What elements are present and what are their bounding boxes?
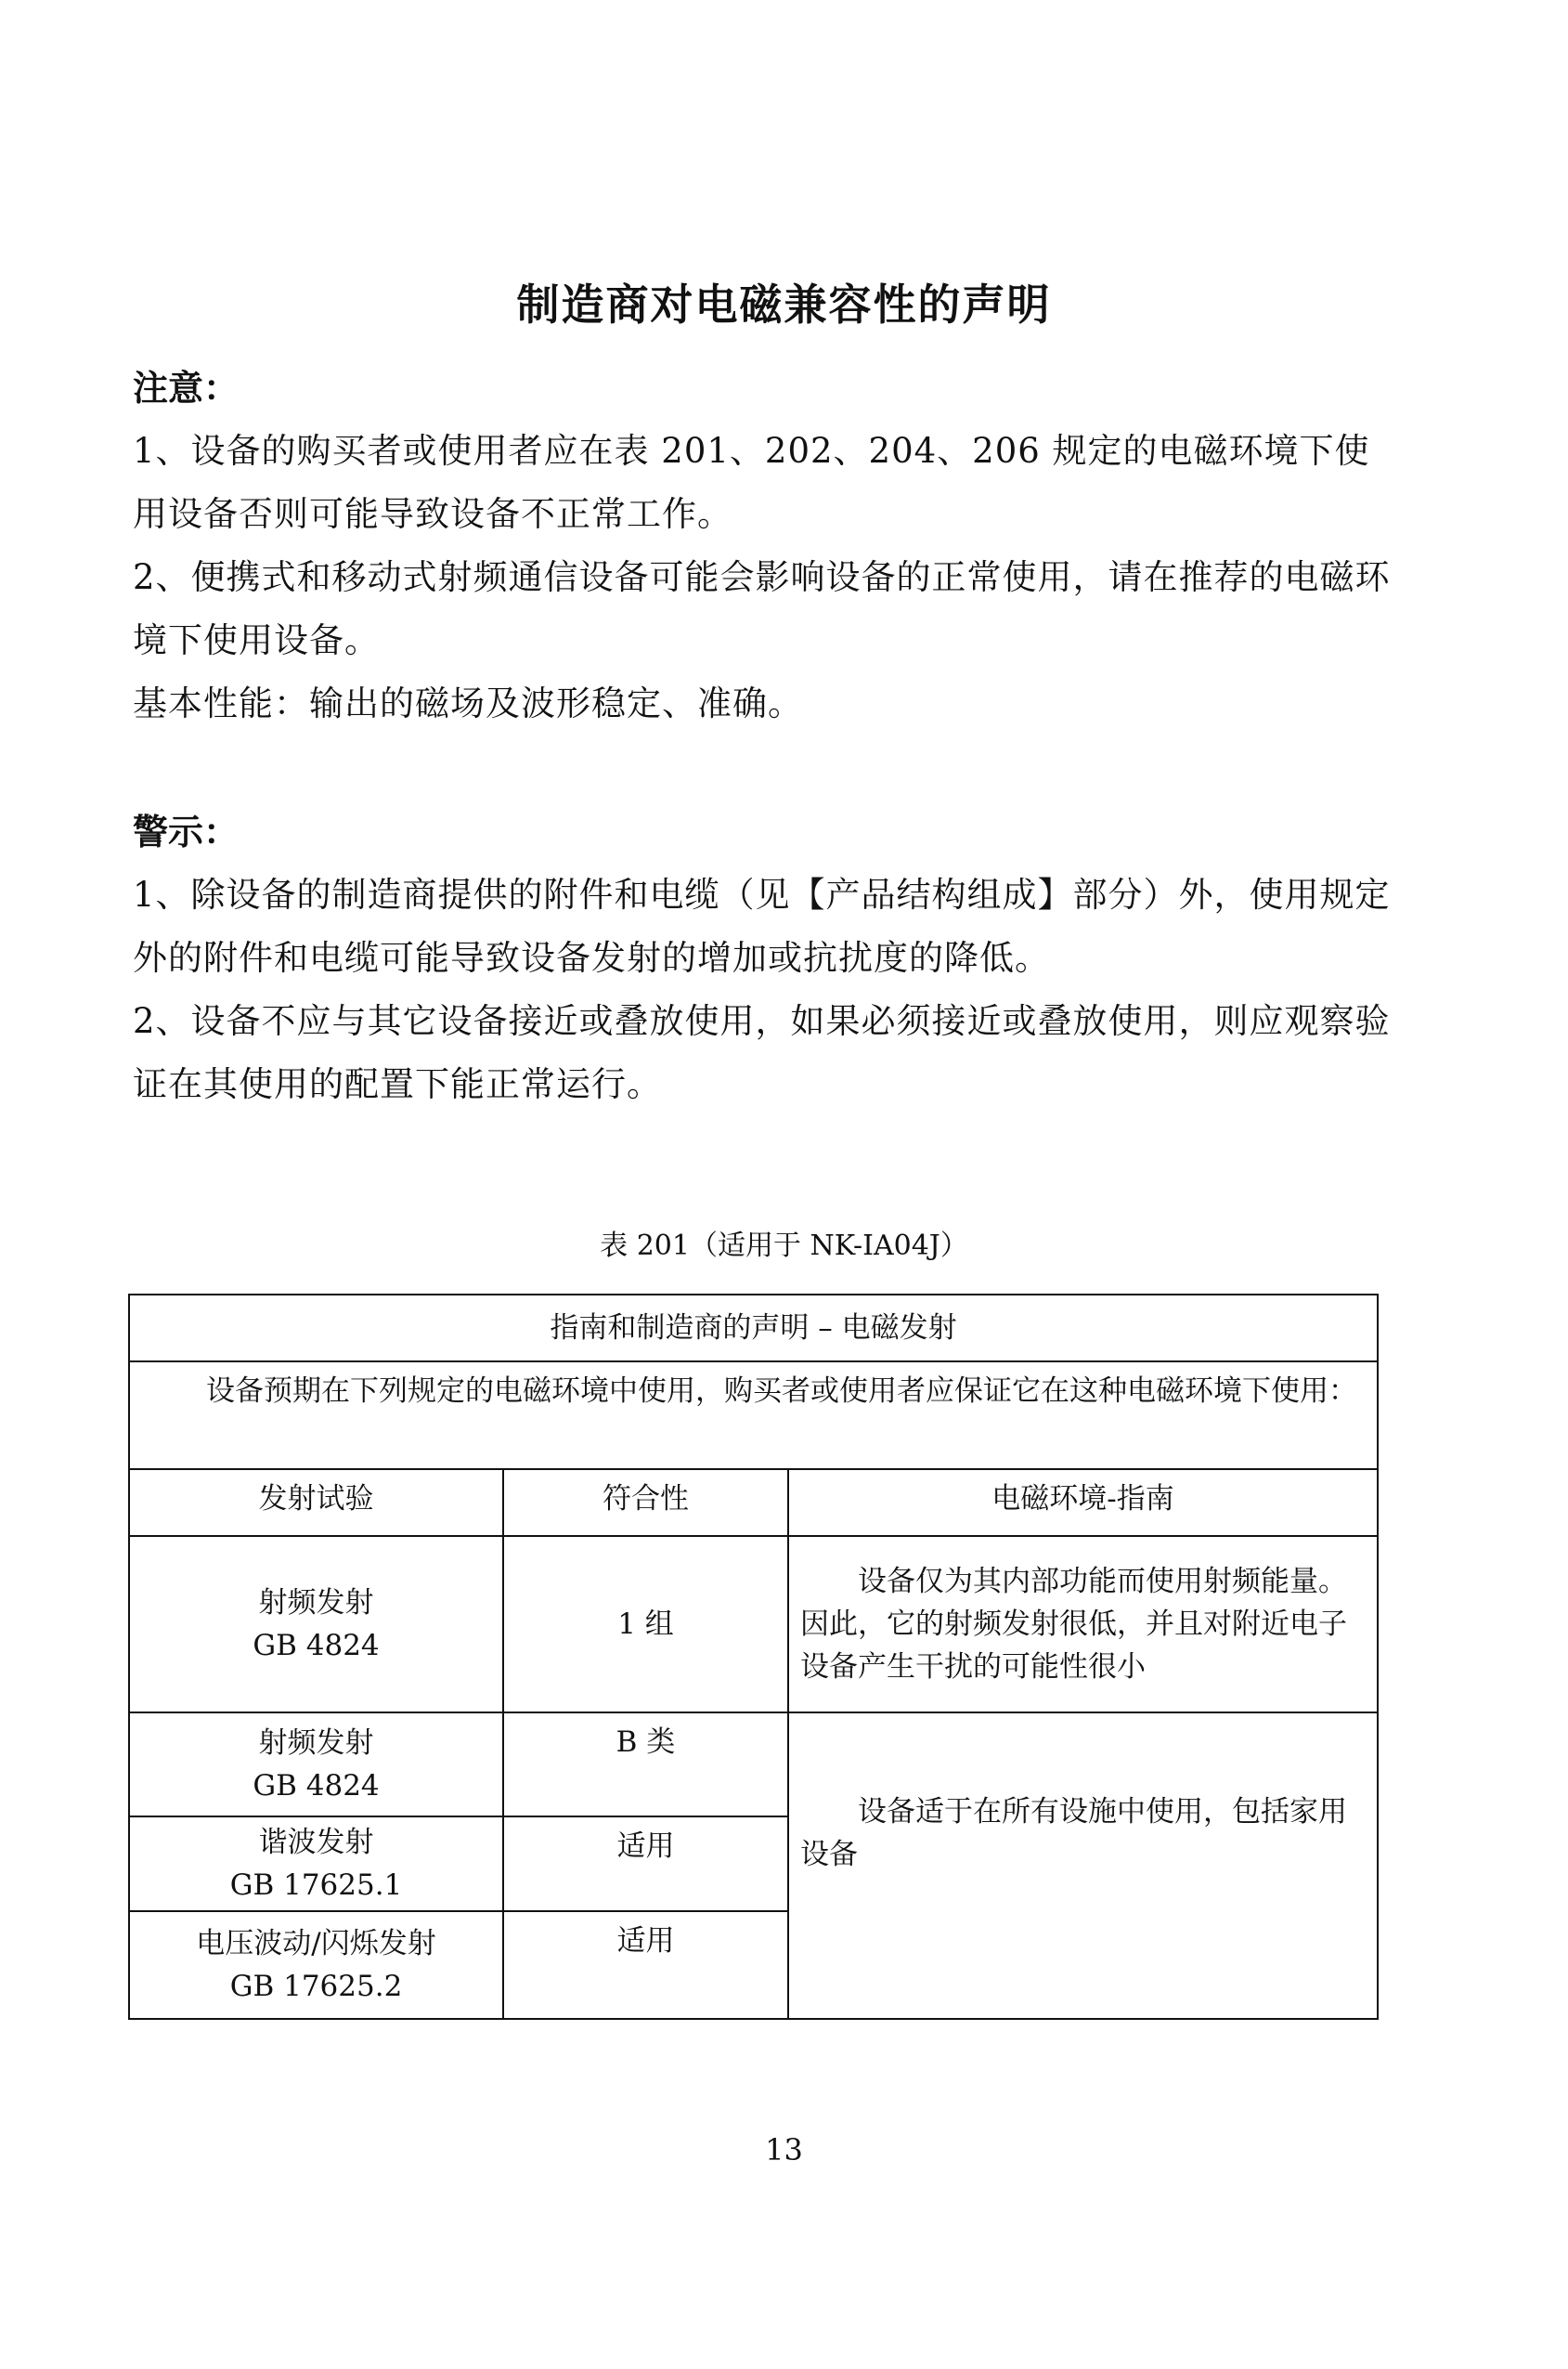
guidance-cell bbox=[788, 1536, 1378, 1712]
table-caption: 表 201（适用于 NK-IA04J） bbox=[600, 1230, 968, 1262]
notice-item-1: 1、设备的购买者或使用者应在表 201、202、204、206 规定的电磁环境下使用设备否则可能导致设备不正常工作。 bbox=[133, 431, 1370, 534]
test-cell bbox=[129, 1911, 503, 2019]
compliance-cell: 适用 bbox=[503, 1816, 788, 1911]
column-header: 发射试验 bbox=[129, 1469, 503, 1536]
guidance-cell-merged bbox=[788, 1712, 1378, 2019]
page-title: 制造商对电磁兼容性的声明 bbox=[516, 280, 1052, 330]
guidance-text: 设备仅为其内部功能而使用射频能量。因此，它的射频发射很低，并且对附近电子设备产生干扰的可能性很小 bbox=[800, 1565, 1347, 1684]
column-header-row bbox=[129, 1469, 1378, 1536]
table-header: 指南和制造商的声明 – 电磁发射 bbox=[129, 1295, 1378, 1361]
warning-heading: 警示： bbox=[133, 812, 240, 853]
test-standard: GB 4824 bbox=[253, 1629, 380, 1662]
column-header: 电磁环境-指南 bbox=[788, 1469, 1378, 1536]
page-number: 13 bbox=[765, 2132, 803, 2167]
warning-section bbox=[133, 801, 1405, 1116]
notice-heading: 注意： bbox=[133, 368, 240, 409]
table-row bbox=[129, 1712, 1378, 1816]
test-cell bbox=[129, 1816, 503, 1911]
test-cell bbox=[129, 1536, 503, 1712]
table-intro-text: 设备预期在下列规定的电磁环境中使用，购买者或使用者应保证它在这种电磁环境下使用： bbox=[206, 1374, 1357, 1408]
guidance-text: 设备适于在所有设施中使用，包括家用设备 bbox=[800, 1795, 1347, 1871]
notice-section bbox=[133, 357, 1405, 735]
test-name: 射频发射 bbox=[258, 1586, 374, 1620]
test-standard: GB 17625.1 bbox=[229, 1868, 403, 1902]
warning-item-2: 2、设备不应与其它设备接近或叠放使用，如果必须接近或叠放使用，则应观察验证在其使用的配置下能正常运行。 bbox=[133, 1001, 1391, 1104]
compliance-cell: 1 组 bbox=[503, 1536, 788, 1712]
test-name: 谐波发射 bbox=[258, 1826, 374, 1859]
table-row bbox=[129, 1536, 1378, 1712]
test-name: 射频发射 bbox=[258, 1726, 374, 1760]
emc-emission-table bbox=[128, 1294, 1379, 2020]
compliance-cell: 适用 bbox=[503, 1911, 788, 2019]
table-header-row bbox=[129, 1295, 1378, 1361]
compliance-cell: B 类 bbox=[503, 1712, 788, 1816]
column-header: 符合性 bbox=[503, 1469, 788, 1536]
test-standard: GB 4824 bbox=[253, 1769, 380, 1803]
table-intro-row bbox=[129, 1361, 1378, 1469]
notice-item-2: 2、便携式和移动式射频通信设备可能会影响设备的正常使用，请在推荐的电磁环境下使用设备。 bbox=[133, 557, 1391, 660]
warning-item-1: 1、除设备的制造商提供的附件和电缆（见【产品结构组成】部分）外，使用规定外的附件和电缆可能导致设备发射的增加或抗扰度的降低。 bbox=[133, 875, 1391, 978]
test-standard: GB 17625.2 bbox=[229, 1970, 403, 2003]
table-intro bbox=[129, 1361, 1378, 1469]
test-name: 电压波动/闪烁发射 bbox=[196, 1927, 436, 1960]
test-cell bbox=[129, 1712, 503, 1816]
notice-basic-performance: 基本性能：输出的磁场及波形稳定、准确。 bbox=[133, 683, 803, 723]
